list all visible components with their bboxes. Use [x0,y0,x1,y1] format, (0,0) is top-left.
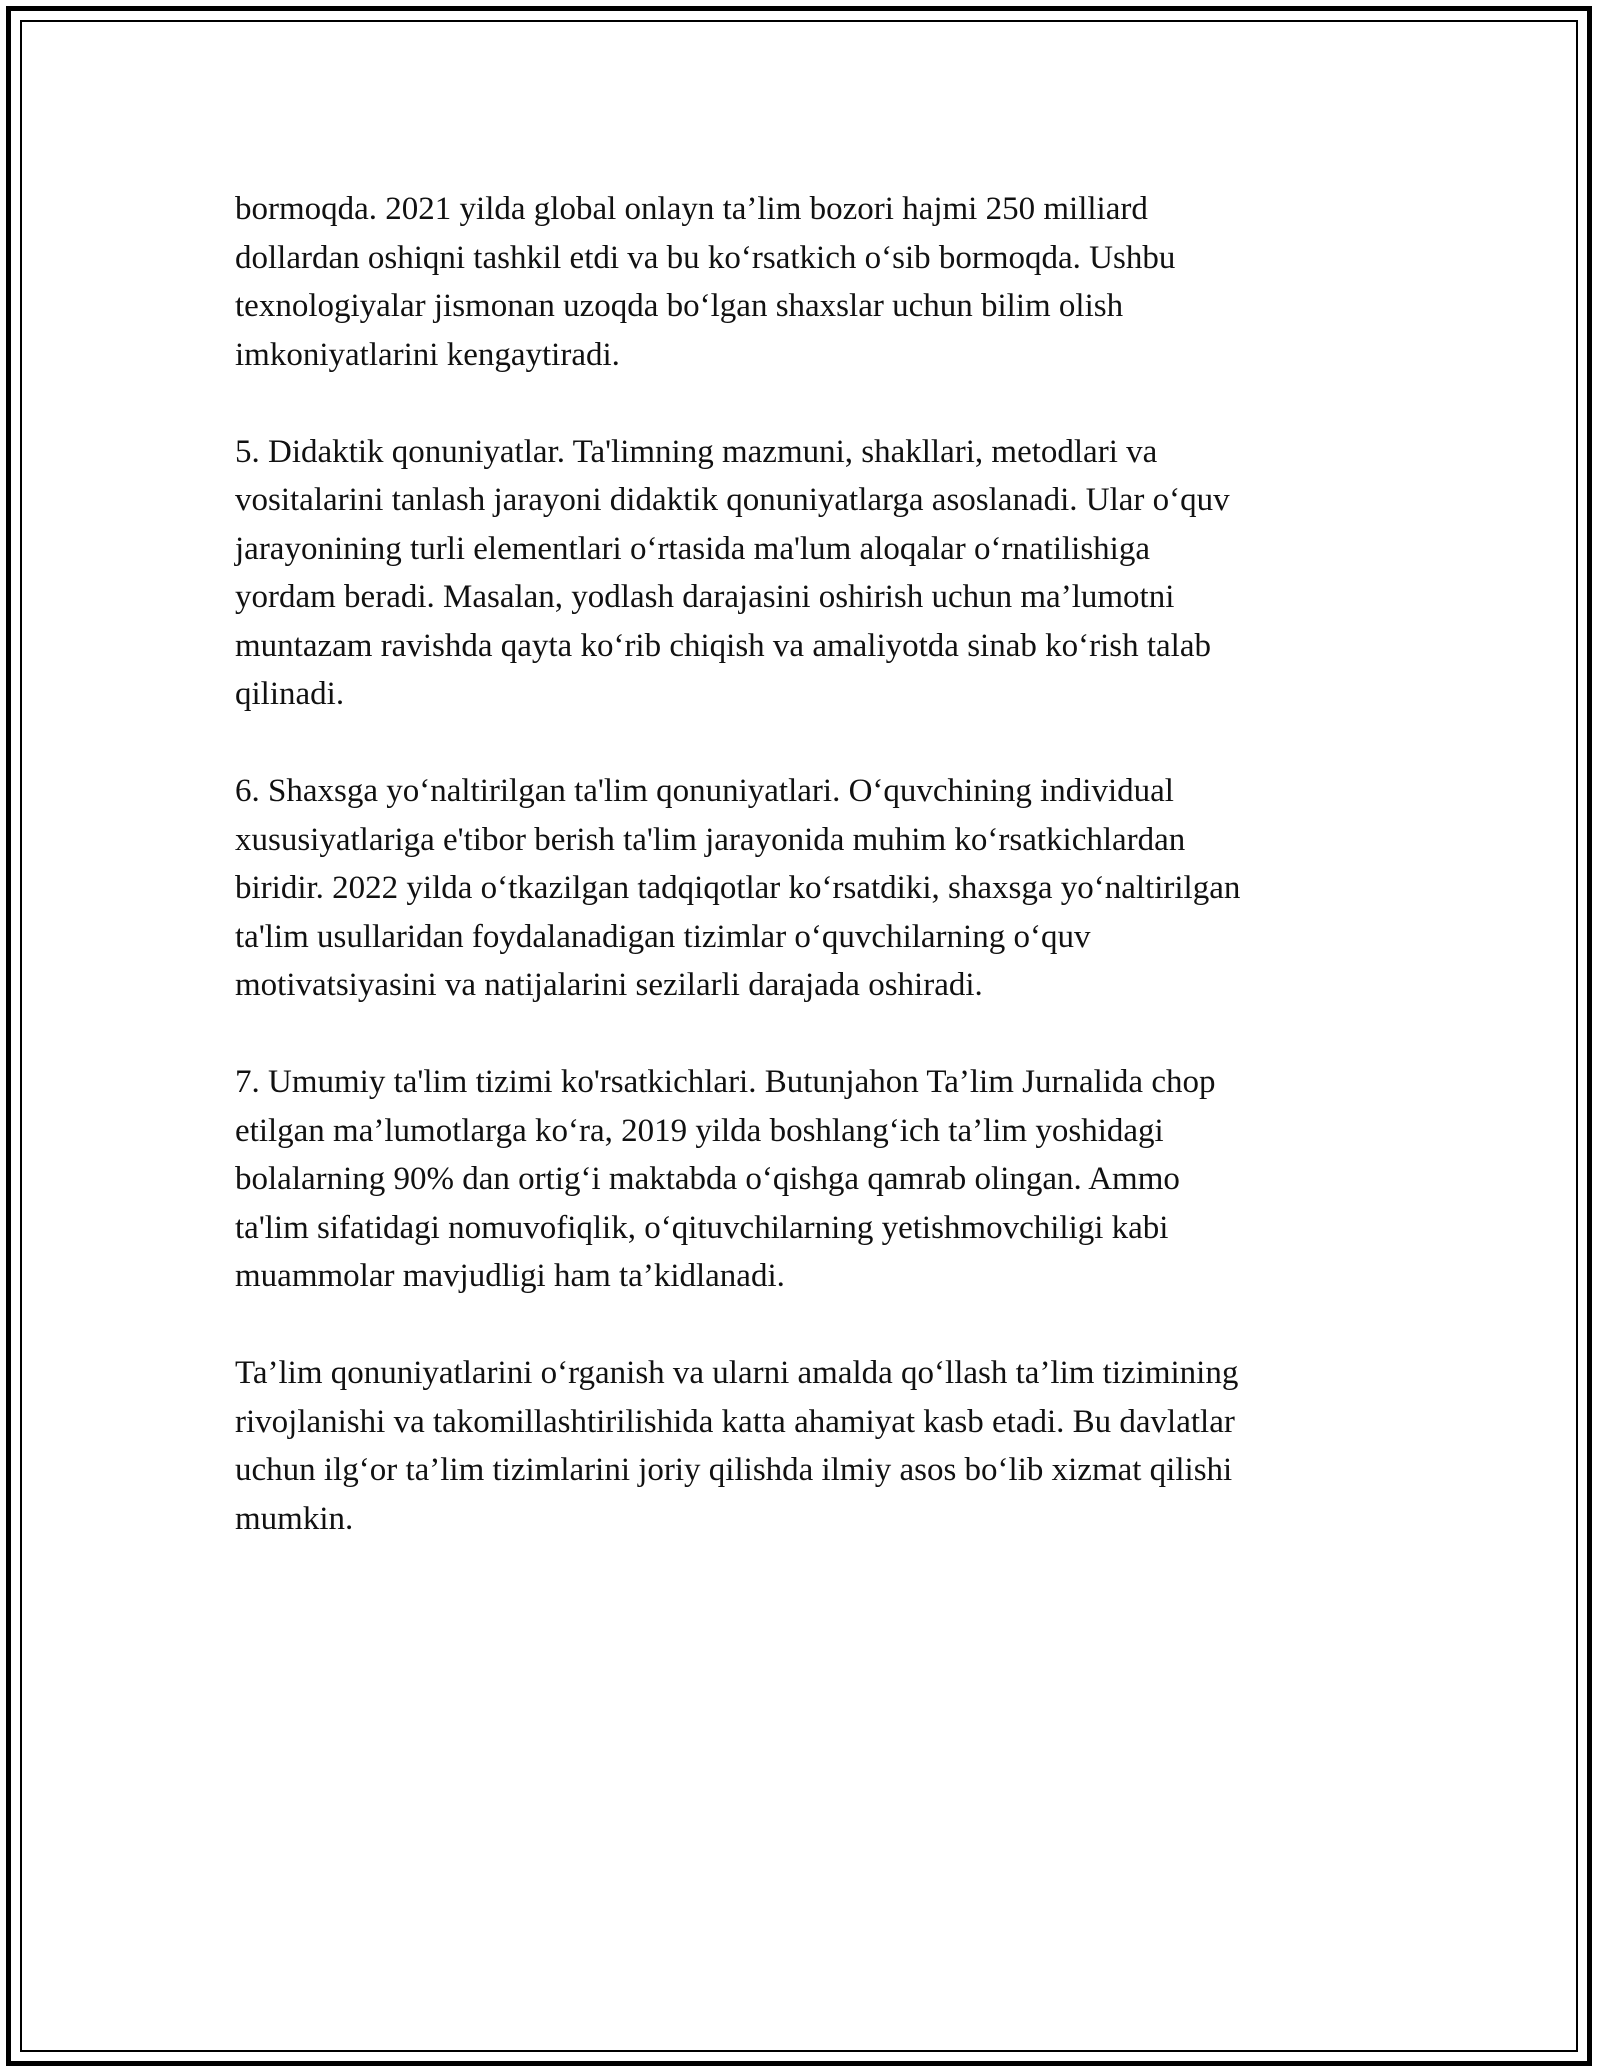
document-body [235,185,1375,1592]
paragraph-conclusion: Ta’lim qonuniyatlarini o‘rganish va ularni amalda qo‘llash ta’lim tizimining rivojlanishi va takomillashtirilishida katta ahamiyat kasb etadi. Bu davlatlar uchun ilg‘or ta’lim tizimlarini joriy qilishda ilmiy asos bo‘lib xizmat qilishi mumkin. [235,1355,1239,1537]
paragraph-didactic-laws: 5. Didaktik qonuniyatlar. Ta'limning mazmuni, shakllari, metodlari va vositalarini tanlash jarayoni didaktik qonuniyatlarga asoslanadi. Ular o‘quv jarayonining turli elementlari o‘rtasida ma'lum aloqalar o‘rnatilishiga yordam beradi. Masalan, yodlash darajasini oshirish uchun ma’lumotni muntazam ravishda qayta ko‘rib chiqish va amaliyotda sinab ko‘rish talab qilinadi. [235,433,1230,712]
paragraph-continuation: bormoqda. 2021 yilda global onlayn ta’lim bozori hajmi 250 milliard dollardan oshiqni tashkil etdi va bu ko‘rsatkich o‘sib bormoqda. Ushbu texnologiyalar jismonan uzoqda bo‘lgan shaxslar uchun bilim olish imkoniyatlarini kengaytiradi. [235,191,1176,373]
paragraph-general-education-indicators: 7. Umumiy ta'lim tizimi ko'rsatkichlari. Butunjahon Ta’lim Jurnalida chop etilgan ma’lumotlarga ko‘ra, 2019 yilda boshlang‘ich ta’lim yoshidagi bolalarning 90% dan ortig‘i maktabda o‘qishga qamrab olingan. Ammo ta'lim sifatidagi nomuvofiqlik, o‘qituvchilarning yetishmovchiligi kabi muammolar mavjudligi ham ta’kidlanadi. [235,1064,1216,1294]
paragraph-personal-oriented-education: 6. Shaxsga yo‘naltirilgan ta'lim qonuniyatlari. O‘quvchining individual xususiyatlariga e'tibor berish ta'lim jarayonida muhim ko‘rsatkichlardan biridir. 2022 yilda o‘tkazilgan tadqiqotlar ko‘rsatdiki, shaxsga yo‘naltirilgan ta'lim usullaridan foydalanadigan tizimlar o‘quvchilarning o‘quv motivatsiyasini va natijalarini sezilarli darajada oshiradi. [235,773,1241,1003]
